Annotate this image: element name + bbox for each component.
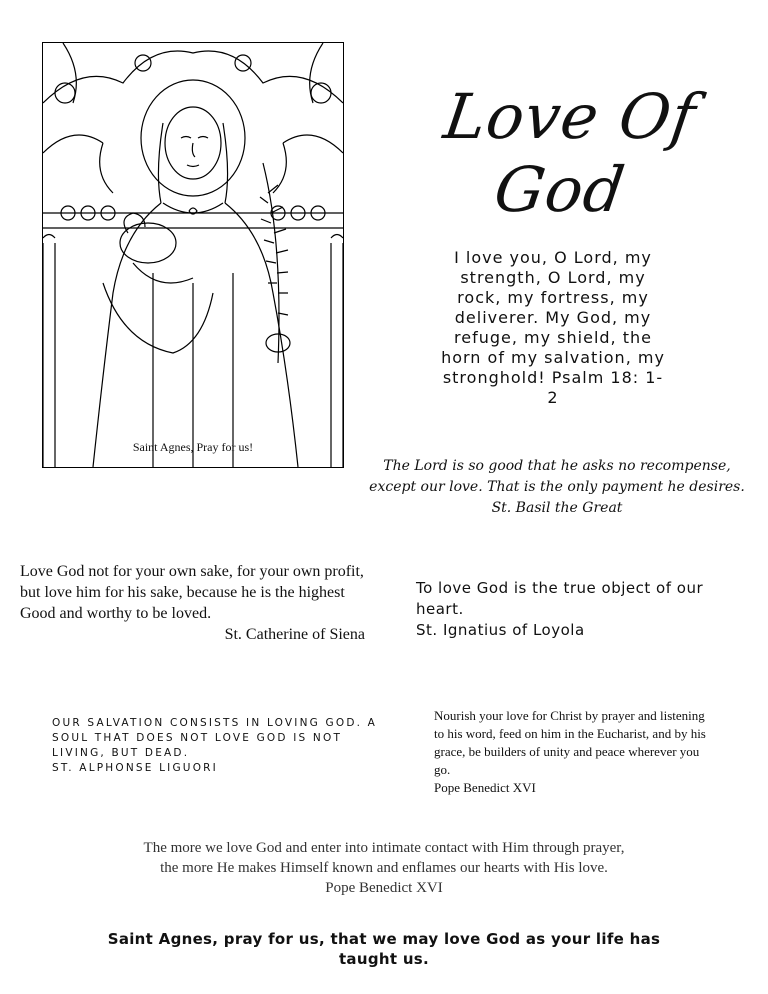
closing-prayer: Saint Agnes, pray for us, that we may love God as your life has taught us. <box>107 930 661 968</box>
ignatius-attribution: St. Ignatius of Loyola <box>416 621 585 639</box>
benedict-quote-2-line-2: the more He makes Himself known and enflames our hearts with His love. <box>160 860 608 876</box>
benedict-quote-1 <box>434 707 714 797</box>
liguori-quote <box>52 716 382 776</box>
basil-attribution: St. Basil the Great <box>491 500 623 516</box>
page-title: Love Of God <box>439 80 701 226</box>
psalm-quote: I love you, O Lord, my strength, O Lord, my rock, my fortress, my deliverer. My God, my refuge, my shield, the horn of my salvation, my stronghold! Psalm 18: 1-2 <box>441 248 665 407</box>
benedict-quote-2-line-1: The more we love God and enter into intimate contact with Him through prayer, <box>143 840 625 856</box>
basil-quote <box>352 456 762 519</box>
liguori-attribution: ST. ALPHONSE LIGUORI <box>52 762 218 774</box>
benedict-quote-1-text: Nourish your love for Christ by prayer and listening to his word, feed on him in the Eucharist, and by his grace, be builders of unity and peace wherever you go. <box>434 708 706 777</box>
saint-agnes-drawing <box>43 43 343 467</box>
catherine-quote-text: Love God not for your own sake, for your own profit, but love him for his sake, because he is the highest Good and worthy to be loved. <box>20 563 364 622</box>
ignatius-quote-text: To love God is the true object of our heart. <box>416 579 704 618</box>
liguori-quote-text: OUR SALVATION CONSISTS IN LOVING GOD. A SOUL THAT DOES NOT LOVE GOD IS NOT LIVING, BUT DEAD. <box>52 717 378 759</box>
catherine-attribution: St. Catherine of Siena <box>224 626 365 643</box>
ignatius-quote <box>416 578 756 641</box>
benedict-quote-2 <box>60 838 708 898</box>
coloring-caption: Saint Agnes, Pray for us! <box>132 440 254 454</box>
benedict-quote-2-attribution: Pope Benedict XVI <box>325 880 443 896</box>
saint-agnes-coloring-image <box>42 42 344 468</box>
benedict-quote-1-attribution: Pope Benedict XVI <box>434 780 536 795</box>
basil-quote-line-1: The Lord is so good that he asks no recompense, <box>383 458 731 474</box>
basil-quote-line-2: except our love. That is the only payment he desires. <box>369 479 745 495</box>
catherine-quote <box>20 561 365 645</box>
